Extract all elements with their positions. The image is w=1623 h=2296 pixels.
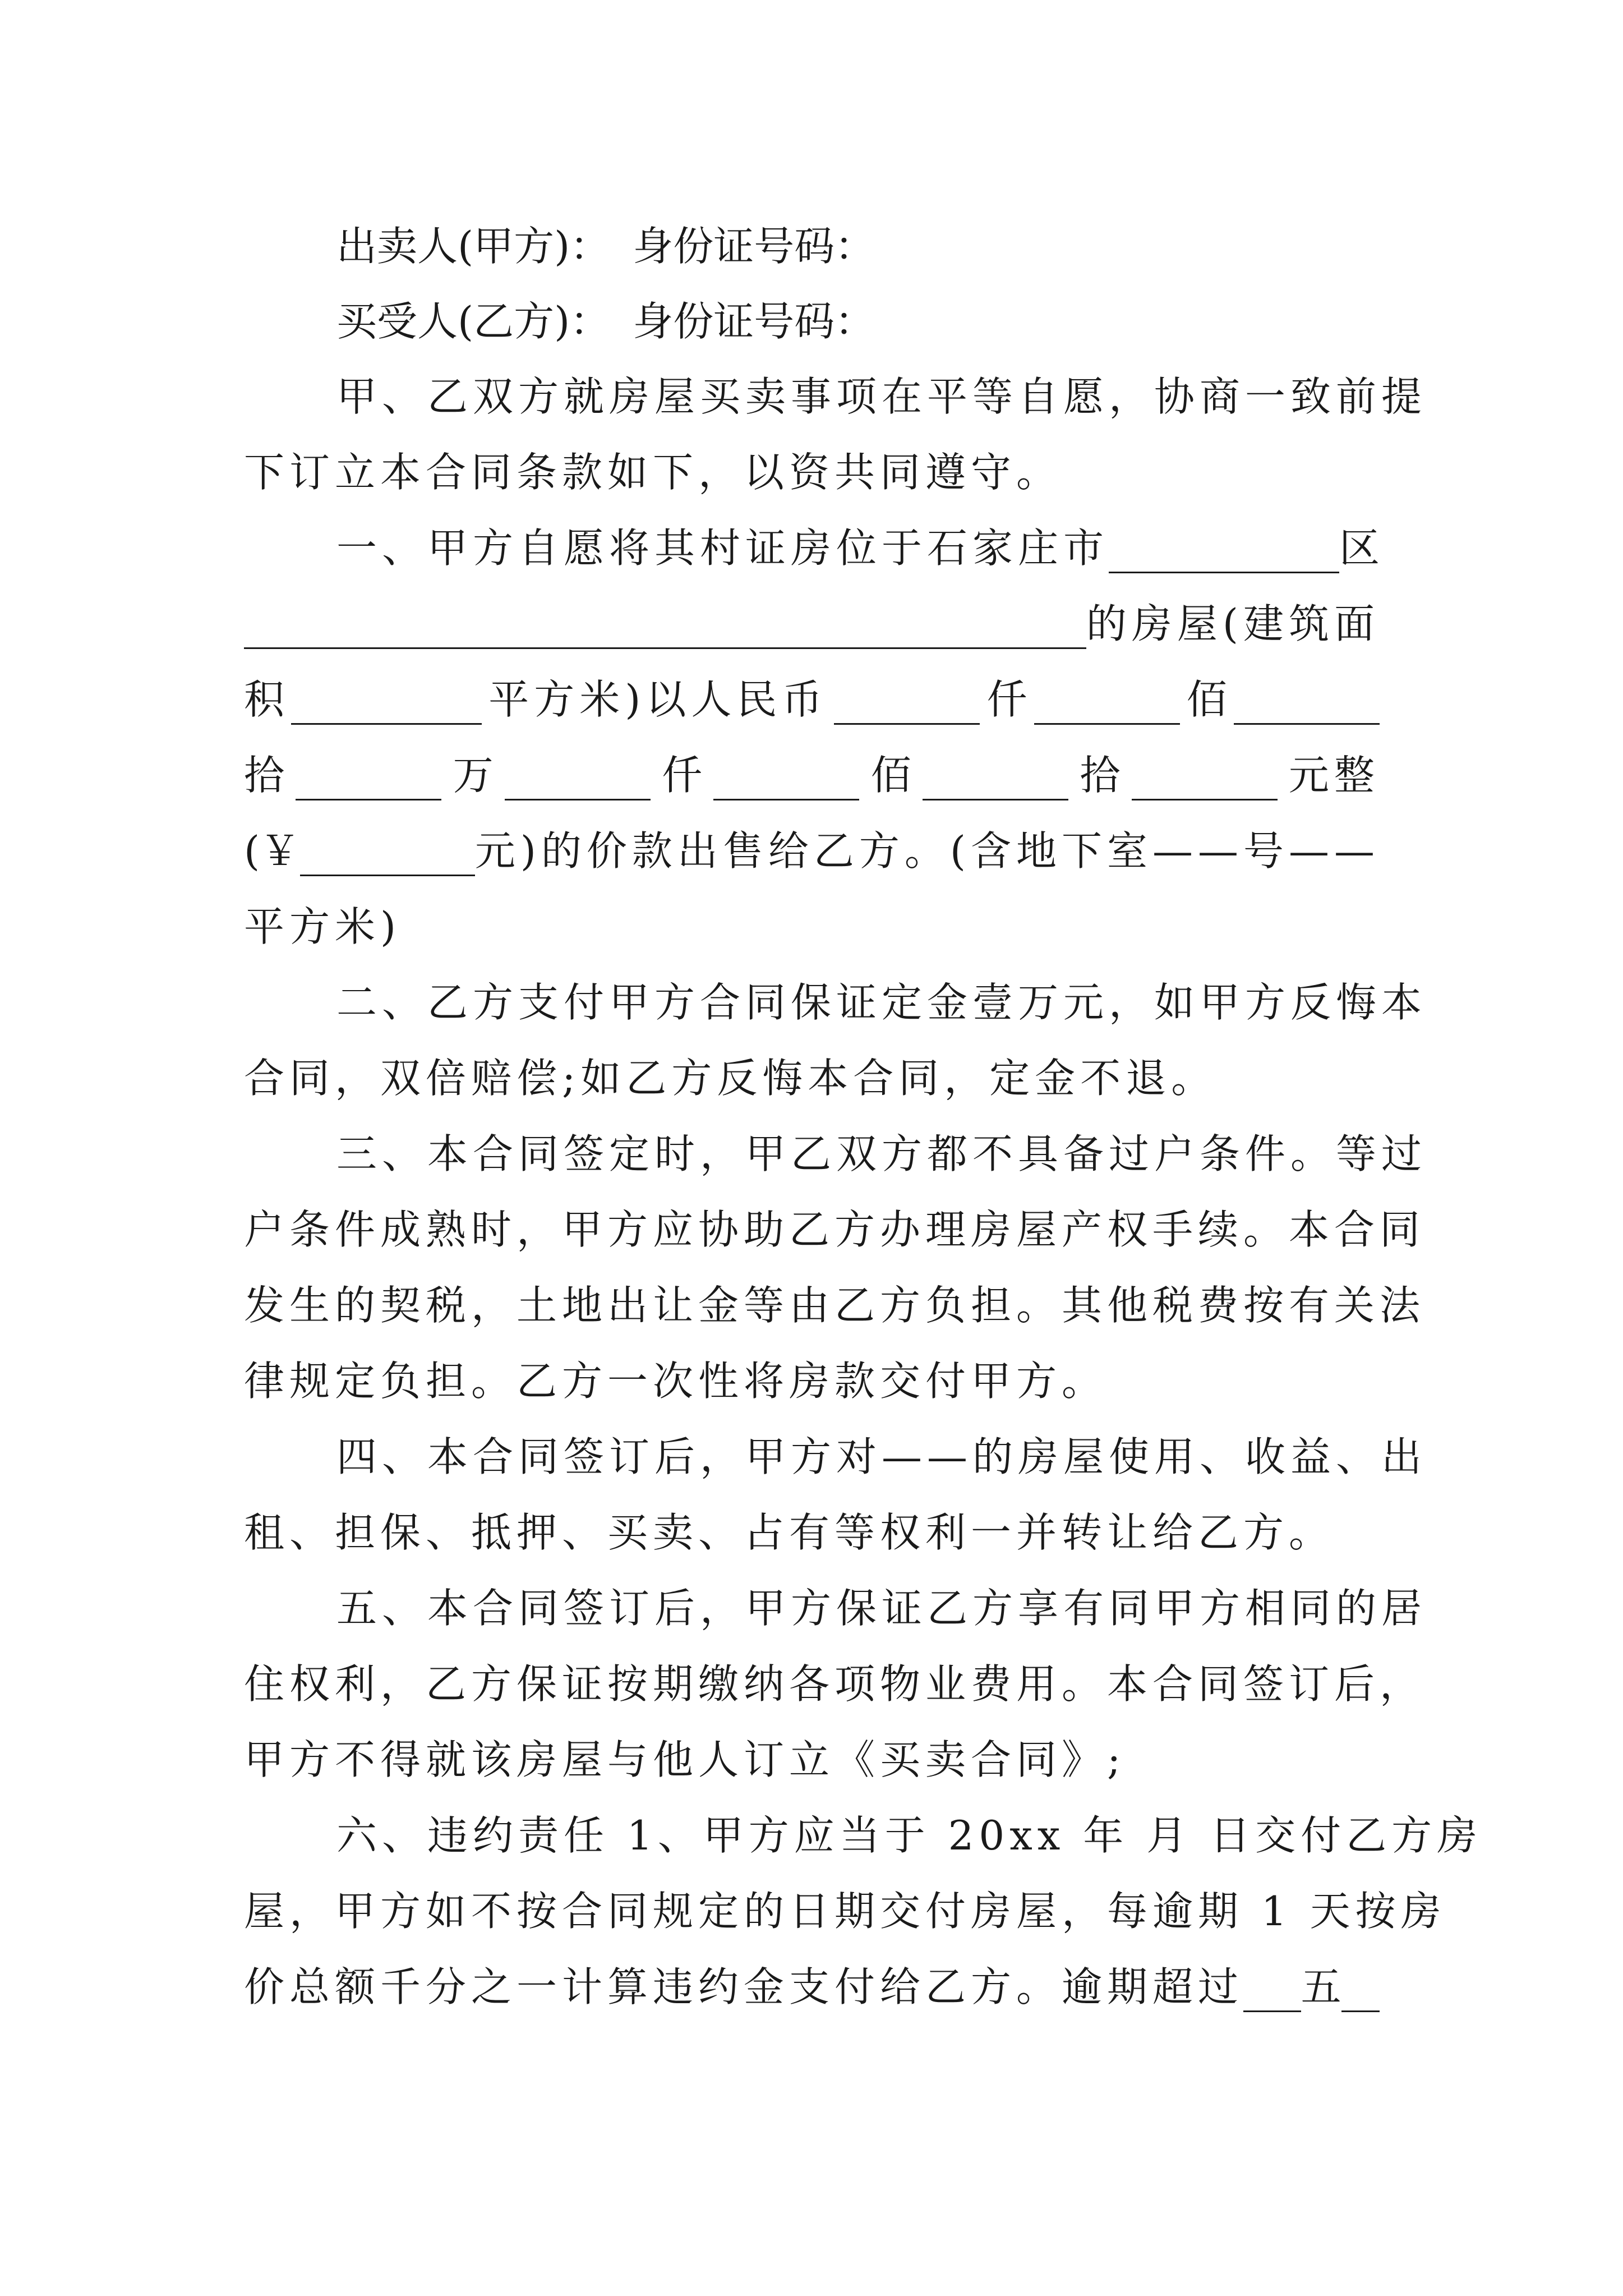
buyer-line xyxy=(336,296,875,347)
clause5-line-2: 住权利，乙方保证按期缴纳各项物业费用。本合同签订后， xyxy=(244,1660,1426,1708)
clause1-line-2 xyxy=(244,599,1380,649)
preamble-line-2: 下订立本合同条款如下，以资共同遵守。 xyxy=(244,449,1062,496)
clause3-line-1: 三、本合同签定时，甲乙双方都不具备过户条件。等过 xyxy=(336,1130,1427,1177)
clause1-line5-rest: 元)的价款出售给乙方。(含地下室——号—— xyxy=(474,827,1380,875)
clause6-line3-prefix: 价总额千分之一计算违约金支付给乙方。逾期超过 xyxy=(244,1963,1244,2010)
clause1-line1-suffix: 区 xyxy=(1339,524,1380,572)
clause1-line1-prefix: 一、甲方自愿将其村证房位于石家庄市 xyxy=(336,524,1109,572)
yen-label: (￥ xyxy=(244,827,301,875)
rmb-label: 平方米)以人民币 xyxy=(488,676,828,723)
clause4-line-2: 租、担保、抵押、买卖、占有等权利一并转让给乙方。 xyxy=(244,1509,1335,1556)
blank-shi xyxy=(923,764,1068,800)
wan-label: 万 xyxy=(453,752,494,799)
clause1-line2-suffix: 的房屋(建筑面 xyxy=(1086,600,1380,647)
qian-label-2: 仟 xyxy=(662,752,703,799)
blank-wan xyxy=(296,764,441,800)
area-label: 积 xyxy=(244,676,285,723)
shi-label: 拾 xyxy=(244,752,285,799)
clause1-line-6: 平方米) xyxy=(244,903,402,950)
preamble-line-1: 甲、乙双方就房屋买卖事项在平等自愿，协商一致前提 xyxy=(336,373,1427,420)
blank-yuan xyxy=(1132,764,1278,800)
blank-shi-wan xyxy=(1234,688,1380,725)
clause1-line-5 xyxy=(244,826,1380,876)
blank-qian-wan xyxy=(834,688,980,725)
address-blank xyxy=(244,613,1086,649)
clause4-line-1: 四、本合同签订后，甲方对——的房屋使用、收益、出 xyxy=(336,1433,1427,1480)
buyer-label: 买受人(乙方)： xyxy=(336,298,611,345)
clause5-line-1: 五、本合同签订后，甲方保证乙方享有同甲方相同的居 xyxy=(336,1585,1427,1632)
seller-label: 出卖人(甲方)： xyxy=(336,223,611,270)
clause6-line3-mid: 五 xyxy=(1301,1963,1341,2010)
clause3-line-4: 律规定负担。乙方一次性将房款交付甲方。 xyxy=(244,1358,1108,1405)
clause1-line-1 xyxy=(336,523,1380,573)
overdue-blank-2 xyxy=(1341,1976,1380,2012)
clause1-line-3 xyxy=(244,674,1380,725)
district-blank xyxy=(1109,537,1339,573)
clause6-line-3 xyxy=(244,1962,1380,2012)
clause3-line-2: 户条件成熟时，甲方应协助乙方办理房屋产权手续。本合同 xyxy=(244,1206,1426,1253)
blank-bai xyxy=(713,764,859,800)
blank-bai-wan xyxy=(1034,688,1180,725)
bai-label: 佰 xyxy=(1186,676,1227,723)
clause5-line-3: 甲方不得就该房屋与他人订立《买卖合同》; xyxy=(244,1736,1126,1783)
seller-line xyxy=(336,221,875,272)
bai-label-2: 佰 xyxy=(870,752,911,799)
clause6-line-1: 六、违约责任 1、甲方应当于 20xx 年 月 日交付乙方房 xyxy=(336,1812,1483,1859)
clause3-line-3: 发生的契税，土地出让金等由乙方负担。其他税费按有关法 xyxy=(244,1282,1426,1329)
seller-id-label: 身份证号码： xyxy=(633,223,875,270)
qian-label: 仟 xyxy=(986,676,1027,723)
overdue-blank-1 xyxy=(1243,1976,1301,2012)
yen-amount-blank xyxy=(300,840,475,876)
clause2-line-2: 合同，双倍赔偿;如乙方反悔本合同，定金不退。 xyxy=(244,1055,1217,1102)
area-blank xyxy=(291,688,482,725)
buyer-id-label: 身份证号码： xyxy=(633,298,875,345)
blank-qian xyxy=(505,764,651,800)
clause1-line-4 xyxy=(244,750,1380,800)
shi-label-2: 拾 xyxy=(1080,752,1121,799)
clause2-line-1: 二、乙方支付甲方合同保证定金壹万元，如甲方反悔本 xyxy=(336,979,1427,1026)
yuan-zheng-label: 元整 xyxy=(1288,752,1380,799)
clause6-line-2: 屋，甲方如不按合同规定的日期交付房屋，每逾期 1 天按房 xyxy=(244,1888,1446,1935)
